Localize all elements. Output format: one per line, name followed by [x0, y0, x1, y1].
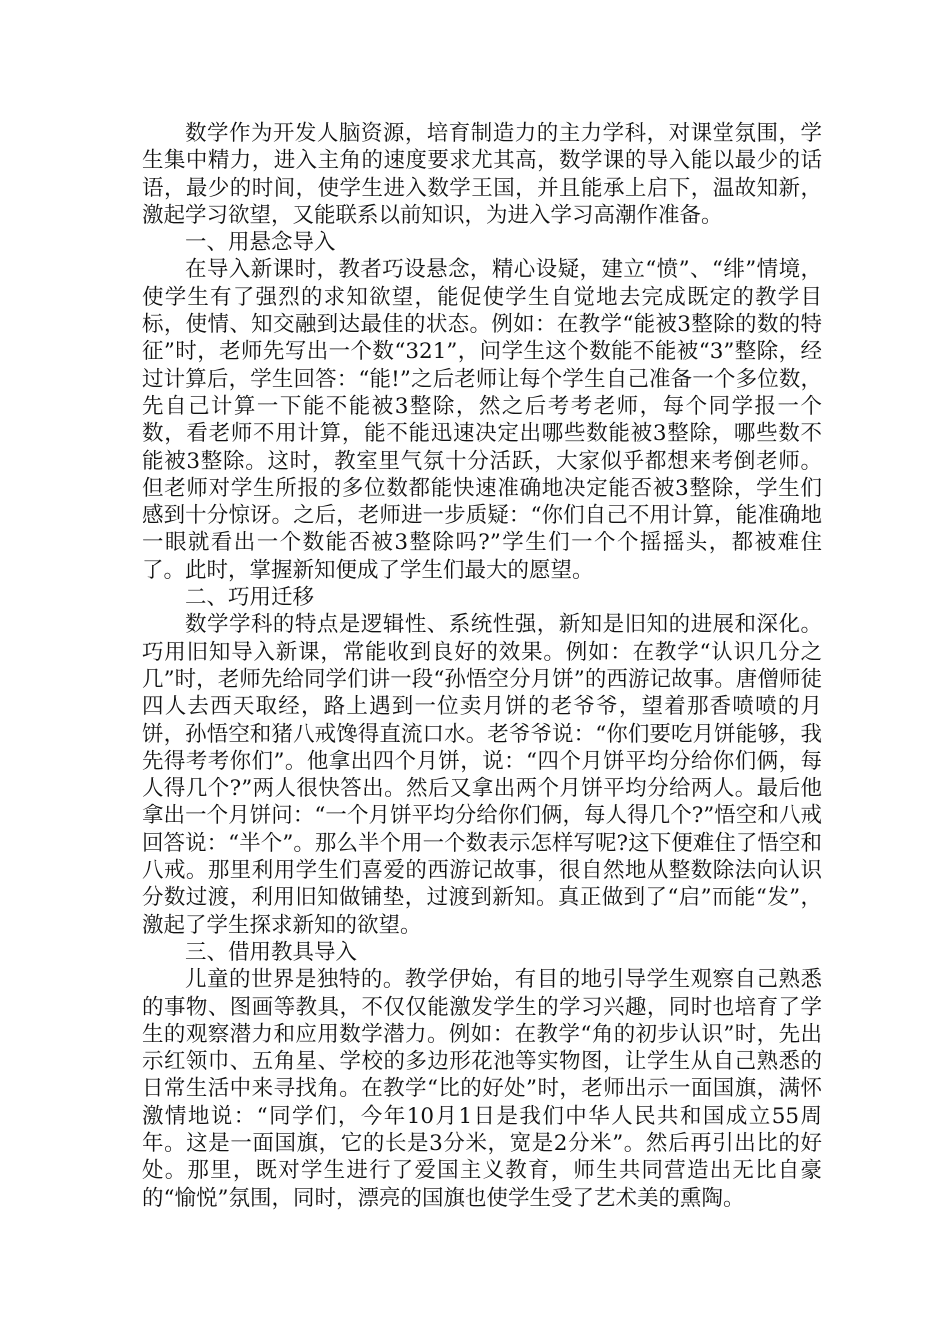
section-heading-3: 三、借用教具导入	[185, 939, 358, 965]
section-heading-1: 一、用悬念导入	[185, 230, 336, 256]
section-heading-2: 二、巧用迁移	[185, 585, 315, 611]
section-3-paragraph: 儿童的世界是独特的。教学伊始，有目的地引导学生观察自己熟悉的事物、图画等教具，不仅仅能激发学生的学习兴趣，同时也培育了学生的观察潜力和应用数学潜力。例如：在教学“角的初步认识”时，先出示红领巾、五角星、学校的多边形花池等实物图，让学生从自己熟悉的日常生活中来寻找角。在教学“比的好处”时，老师出示一面国旗，满怀激情地说：“同学们，今年10月1日是我们中华人民共和国成立55周年。这是一面国旗，它的长是3分米，宽是2分米”。然后再引出比的好处。那里，既对学生进行了爱国主义教育，师生共同营造出无比自豪的“愉悦”氛围，同时，漂亮的国旗也使学生受了艺术美的熏陶。	[142, 967, 822, 1211]
section-2-paragraph: 数学学科的特点是逻辑性、系统性强，新知是旧知的进展和深化。巧用旧知导入新课，常能收到良好的效果。例如：在教学“认识几分之几”时，老师先给同学们讲一段“孙悟空分月饼”的西游记故事。唐僧师徒四人去西天取经，路上遇到一位卖月饼的老爷爷，望着那香喷喷的月饼，孙悟空和猪八戒馋得直流口水。老爷爷说：“你们要吃月饼能够，我先得考考你们”。他拿出四个月饼，说：“四个月饼平均分给你们俩，每人得几个?”两人很快答出。然后又拿出两个月饼平均分给两人。最后他拿出一个月饼问：“一个月饼平均分给你们俩，每人得几个?”悟空和八戒回答说：“半个”。那么半个用一个数表示怎样写呢?这下便难住了悟空和八戒。那里利用学生们喜爱的西游记故事，很自然地从整数除法向认识分数过渡，利用旧知做铺垫，过渡到新知。真正做到了“启”而能“发”，激起了学生探求新知的欲望。	[142, 612, 822, 938]
intro-paragraph: 数学作为开发人脑资源，培育制造力的主力学科，对课堂氛围，学生集中精力，进入主角的速度要求尤其高，数学课的导入能以最少的话语，最少的时间，使学生进入数学王国，并且能承上启下，温故知新，激起学习欲望，又能联系以前知识，为进入学习高潮作准备。	[142, 121, 822, 228]
document-body	[142, 120, 822, 1212]
section-1-paragraph: 在导入新课时，教者巧设悬念，精心设疑，建立“愤”、“绯”情境，使学生有了强烈的求知欲望，能促使学生自觉地去完成既定的教学目标，使情、知交融到达最佳的状态。例如：在教学“能被3整除的数的特征”时，老师先写出一个数“321”，问学生这个数能不能被“3”整除，经过计算后，学生回答：“能!”之后老师让每个学生自己准备一个多位数，先自己计算一下能不能被3整除，然之后考考老师，每个同学报一个数，看老师不用计算，能不能迅速决定出哪些数能被3整除，哪些数不能被3整除。这时，教室里气氛十分活跃，大家似乎都想来考倒老师。但老师对学生所报的多位数都能快速准确地决定能否被3整除，学生们感到十分惊讶。之后，老师进一步质疑：“你们自己不用计算，能准确地一眼就看出一个数能否被3整除吗?”学生们一个个摇摇头，都被难住了。此时，掌握新知便成了学生们最大的愿望。	[142, 257, 822, 583]
